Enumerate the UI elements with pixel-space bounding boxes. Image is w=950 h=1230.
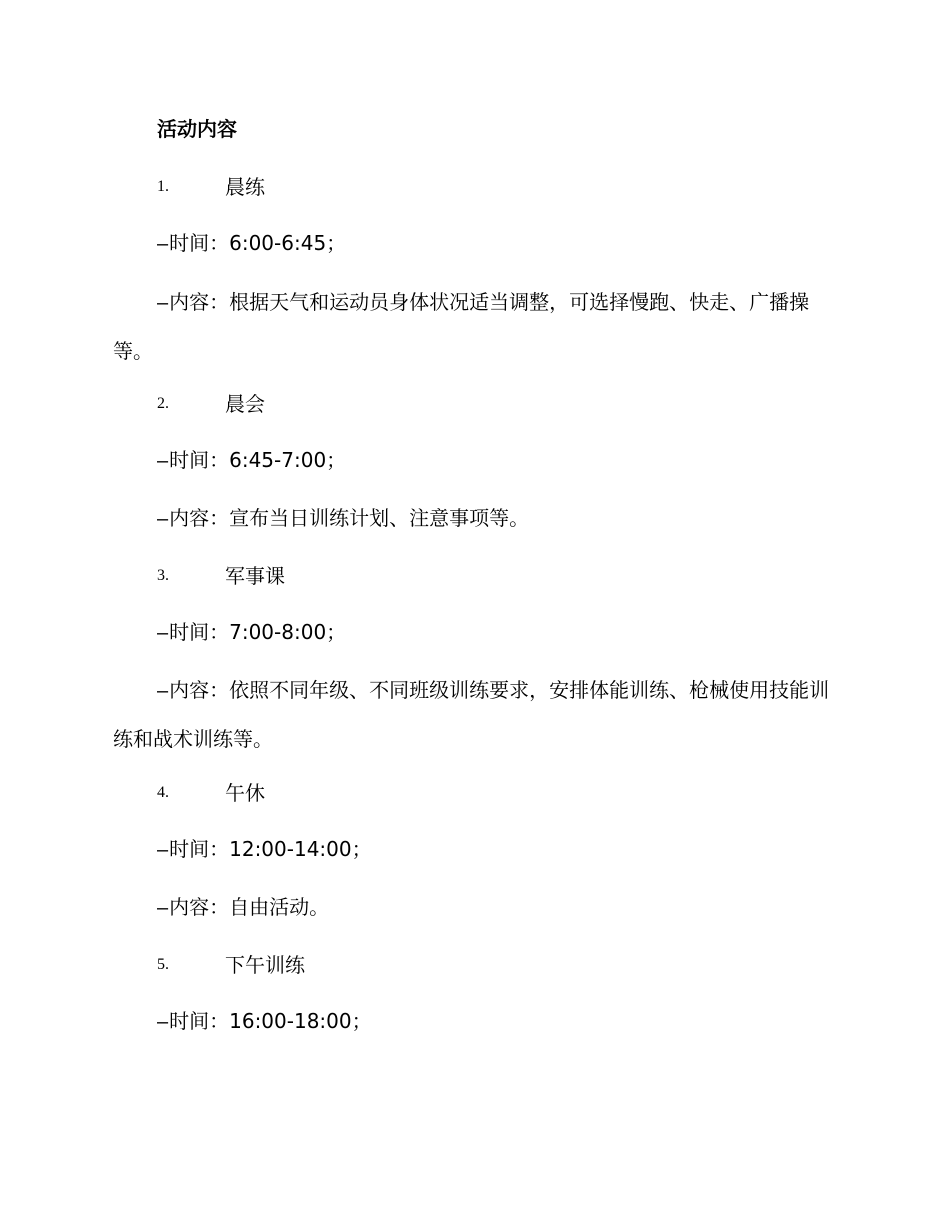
- list-item-name: 晨练: [225, 175, 265, 199]
- time-line: [157, 229, 346, 258]
- dash-bullet: –: [157, 897, 170, 919]
- time-text: 时间：16:00-18:00；: [169, 1009, 372, 1033]
- dash-bullet: –: [157, 1011, 170, 1033]
- list-item-number: 4.: [157, 784, 169, 801]
- time-line: [157, 1007, 372, 1036]
- list-item-number: 2.: [157, 395, 169, 412]
- content-text: 内容：根据天气和运动员身体状况适当调整，可选择慢跑、快走、广播操等。: [113, 290, 810, 363]
- dash-bullet: –: [157, 508, 170, 530]
- content-line: [113, 278, 833, 375]
- time-line: [157, 446, 346, 475]
- time-text: 时间：6:45-7:00；: [169, 448, 347, 472]
- list-item-name: 晨会: [225, 392, 265, 416]
- list-item-number: 1.: [157, 178, 169, 195]
- time-text: 时间：12:00-14:00；: [169, 837, 372, 861]
- content-line: [113, 666, 833, 763]
- time-text: 时间：7:00-8:00；: [169, 620, 347, 644]
- time-line: [157, 835, 372, 864]
- dash-bullet: –: [157, 680, 170, 702]
- list-item-name: 下午训练: [225, 953, 305, 977]
- list-item-number: 5.: [157, 956, 169, 973]
- content-text: 内容：宣布当日训练计划、注意事项等。: [169, 506, 530, 530]
- time-text: 时间：6:00-6:45；: [169, 231, 347, 255]
- content-line: [157, 893, 329, 922]
- list-item-name: 午休: [225, 781, 265, 805]
- time-line: [157, 618, 346, 647]
- dash-bullet: –: [157, 233, 170, 255]
- dash-bullet: –: [157, 450, 170, 472]
- dash-bullet: –: [157, 292, 170, 314]
- dash-bullet: –: [157, 839, 170, 861]
- content-line: [157, 504, 529, 533]
- content-text: 内容：自由活动。: [169, 895, 330, 919]
- list-item-number: 3.: [157, 567, 169, 584]
- dash-bullet: –: [157, 622, 170, 644]
- section-heading: 活动内容: [157, 117, 237, 141]
- content-text: 内容：依照不同年级、不同班级训练要求，安排体能训练、枪械使用技能训练和战术训练等。: [113, 678, 830, 751]
- list-item-name: 军事课: [225, 564, 285, 588]
